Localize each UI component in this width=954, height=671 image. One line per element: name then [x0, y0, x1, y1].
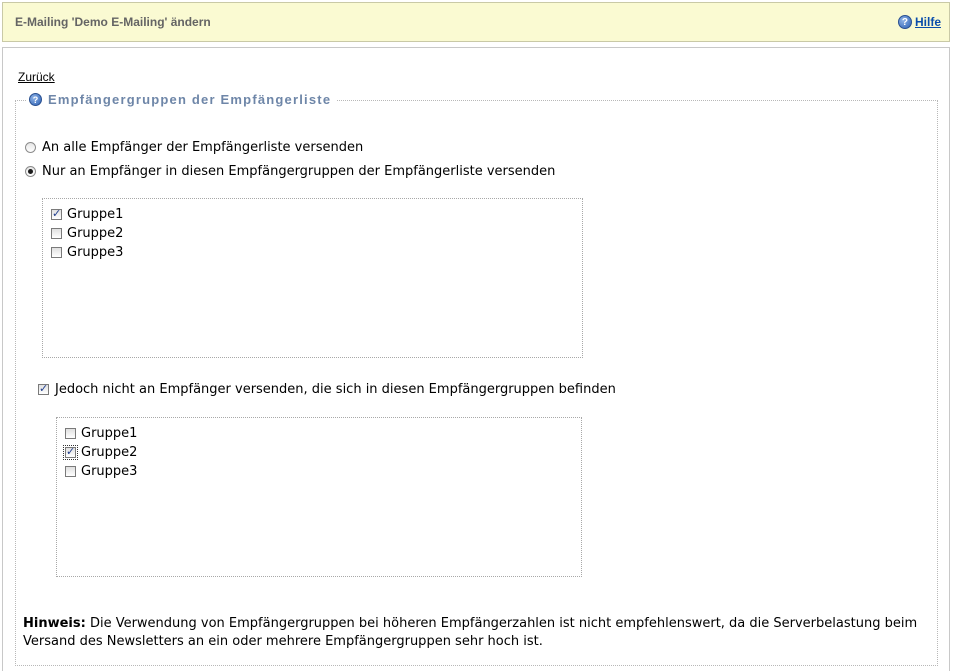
exclude-group-checkbox[interactable]: [65, 466, 76, 477]
exclude-group-label: Gruppe1: [81, 426, 138, 441]
exclude-toggle-checkbox[interactable]: [38, 384, 49, 395]
include-group-label: Gruppe3: [67, 245, 124, 260]
include-group-label: Gruppe2: [67, 226, 124, 241]
exclude-group-label: Gruppe3: [81, 464, 138, 479]
help-icon: ?: [898, 15, 912, 29]
radio-send-groups[interactable]: [25, 166, 36, 177]
include-group-label: Gruppe1: [67, 207, 124, 222]
page-header: [2, 2, 950, 42]
exclude-group-checkbox[interactable]: [65, 447, 76, 458]
list-item[interactable]: [65, 424, 581, 443]
include-group-checkbox[interactable]: [51, 228, 62, 239]
list-item[interactable]: [65, 462, 581, 481]
exclude-group-label: Gruppe2: [81, 445, 138, 460]
list-item[interactable]: [51, 243, 582, 262]
legend-title: Empfängergruppen der Empfängerliste: [48, 92, 332, 107]
radio-row-groups[interactable]: [25, 164, 555, 179]
include-group-checkbox[interactable]: [51, 209, 62, 220]
hint-text: Die Verwendung von Empfängergruppen bei höheren Empfängerzahlen ist nicht empfehlenswert, da die Serverbelastung beim Versand des Newsletters an ein oder mehrere Empfängergruppen sehr hoch ist.: [23, 616, 918, 649]
radio-send-all[interactable]: [25, 142, 36, 153]
help-label: Hilfe: [914, 15, 941, 29]
exclude-groups-list[interactable]: [56, 417, 582, 577]
help-link[interactable]: [898, 15, 941, 29]
radio-row-all[interactable]: [25, 140, 363, 155]
hint-label: Hinweis:: [23, 616, 86, 631]
exclude-group-checkbox[interactable]: [65, 428, 76, 439]
radio-send-groups-label: Nur an Empfänger in diesen Empfängergruppen der Empfängerliste versenden: [42, 164, 556, 179]
include-group-checkbox[interactable]: [51, 247, 62, 258]
help-icon[interactable]: ?: [29, 93, 42, 106]
hint-note: [23, 615, 923, 651]
back-link[interactable]: Zurück: [18, 70, 55, 84]
exclude-toggle-row[interactable]: [38, 382, 616, 397]
list-item[interactable]: [51, 205, 582, 224]
page-title: E-Mailing 'Demo E-Mailing' ändern: [15, 15, 211, 29]
include-groups-list[interactable]: [42, 198, 583, 358]
fieldset-legend: [26, 92, 337, 107]
exclude-toggle-label: Jedoch nicht an Empfänger versenden, die sich in diesen Empfängergruppen befinden: [55, 382, 616, 397]
radio-send-all-label: An alle Empfänger der Empfängerliste versenden: [42, 140, 364, 155]
list-item[interactable]: [51, 224, 582, 243]
recipient-groups-fieldset: [15, 92, 938, 666]
list-item[interactable]: [65, 443, 581, 462]
main-content: [2, 47, 950, 671]
